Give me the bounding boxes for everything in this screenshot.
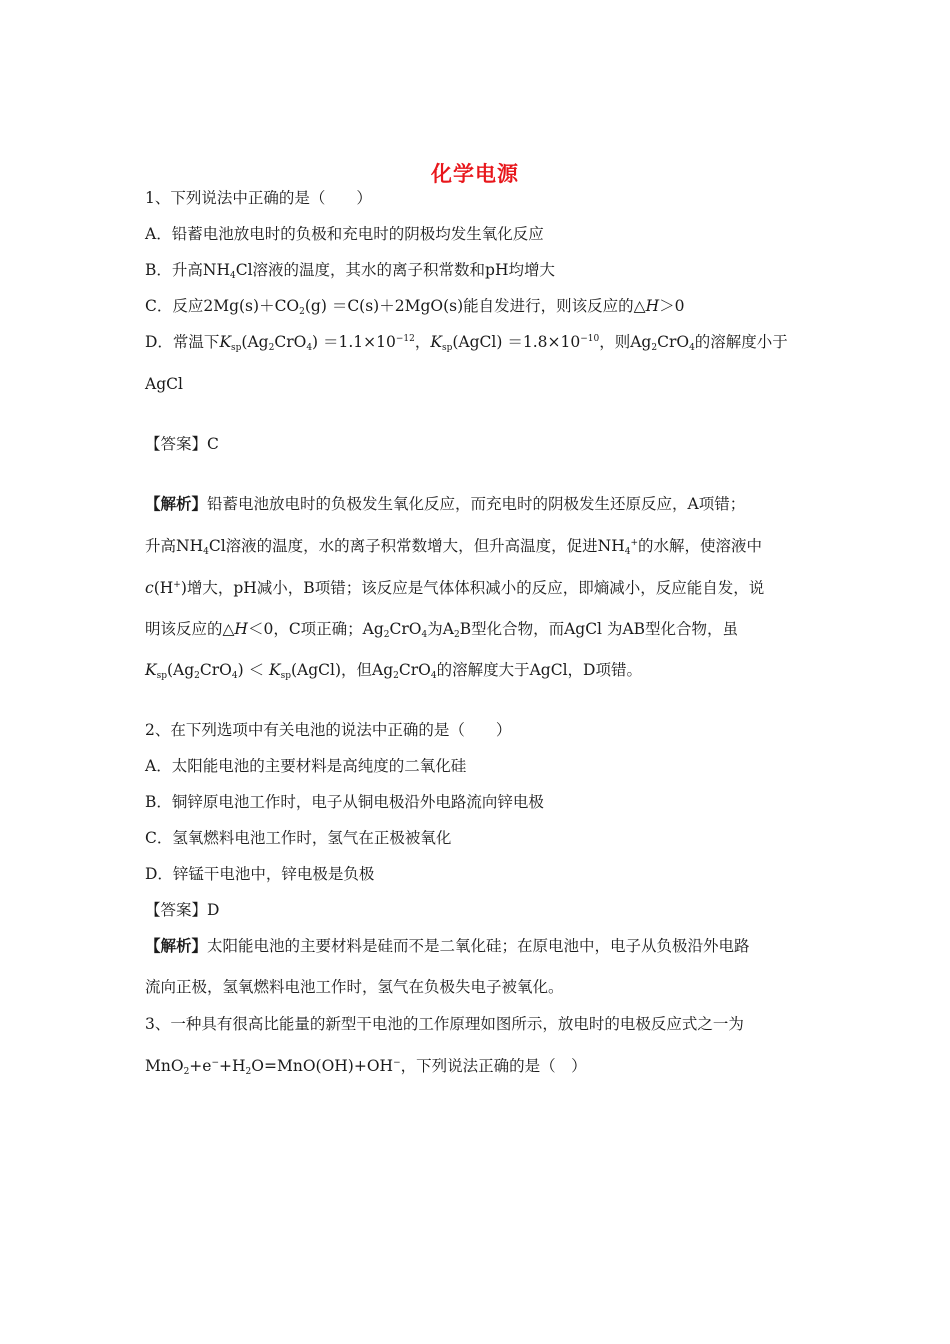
q1-analysis-line-2: 升高$NH_4Cl$溶液的温度，水的离子积常数增大，但升高温度，促进$NH_4^+$的水解，使溶液中	[145, 537, 763, 557]
q2-option-d: D．锌锰干电池中，锌电极是负极	[145, 865, 375, 883]
q1-answer-value: C	[207, 435, 219, 453]
q1-option-d: D．常温下$K_{sp}(Ag_2CrO_4) =1.1\times 10^{-12}$，$K_{sp}(AgCl) =1.8\times 10^{-10}$，则$Ag_2CrO_4$的溶解度小于	[145, 333, 788, 353]
q1-analysis-line-5: $K_{sp}(Ag_2CrO_4)$ ＜ $K_{sp}(AgCl)$，但$Ag_2CrO_4$的溶解度大于AgCl，D项错。	[145, 661, 642, 681]
q2-analysis-line-1: 【解析】太阳能电池的主要材料是硅而不是二氧化硅；在原电池中，电子从负极沿外电路	[145, 936, 750, 955]
q2-stem: 2、在下列选项中有关电池的说法中正确的是（ ）	[145, 721, 512, 739]
q1-answer: 【答案】C	[145, 435, 219, 453]
page-title: 化学电源	[431, 161, 519, 186]
q3-stem-line-2: $MnO_2+e^-+H_2O=MnO(OH)+OH^-$，下列说法正确的是（ ）	[145, 1057, 587, 1077]
q2-option-b: B．铜锌原电池工作时，电子从铜电极沿外电路流向锌电极	[145, 793, 544, 811]
q2-analysis-line-2: 流向正极，氢氧燃料电池工作时，氢气在负极失电子被氧化。	[145, 978, 564, 996]
q2-option-a: A．太阳能电池的主要材料是高纯度的二氧化硅	[145, 757, 467, 775]
q2-answer: 【答案】D	[145, 901, 220, 919]
q1-option-b: B．升高$NH_4Cl$溶液的温度，其水的离子积常数和pH均增大	[145, 261, 555, 281]
q3-stem-line-1: 3、一种具有很高比能量的新型干电池的工作原理如图所示，放电时的电极反应式之一为	[145, 1015, 744, 1033]
q1-option-d-cont: AgCl	[145, 375, 183, 393]
q1-option-c: C．反应$2Mg(s)+CO_2(g) =C(s)+2MgO(s)$能自发进行，则该反应的△H＞0	[145, 297, 685, 317]
q1-option-a: A．铅蓄电池放电时的负极和充电时的阴极均发生氧化反应	[145, 225, 544, 243]
q1-stem: 1、下列说法中正确的是（ ）	[145, 189, 372, 207]
q1-analysis-line-3: c(H+)增大，pH减小，B项错；该反应是气体体积减小的反应，即熵减小，反应能自发，说	[145, 579, 765, 597]
q1-analysis-line-1: 【解析】铅蓄电池放电时的负极发生氧化反应，而充电时的阴极发生还原反应，A项错；	[145, 494, 746, 513]
q2-answer-value: D	[207, 901, 220, 919]
q2-option-c: C．氢氧燃料电池工作时，氢气在正极被氧化	[145, 829, 452, 847]
q1-analysis-line-4: 明该反应的△H＜0，C项正确；$Ag_2CrO_4$为$A_2B$型化合物，而AgCl 为AB型化合物，虽	[145, 620, 739, 640]
